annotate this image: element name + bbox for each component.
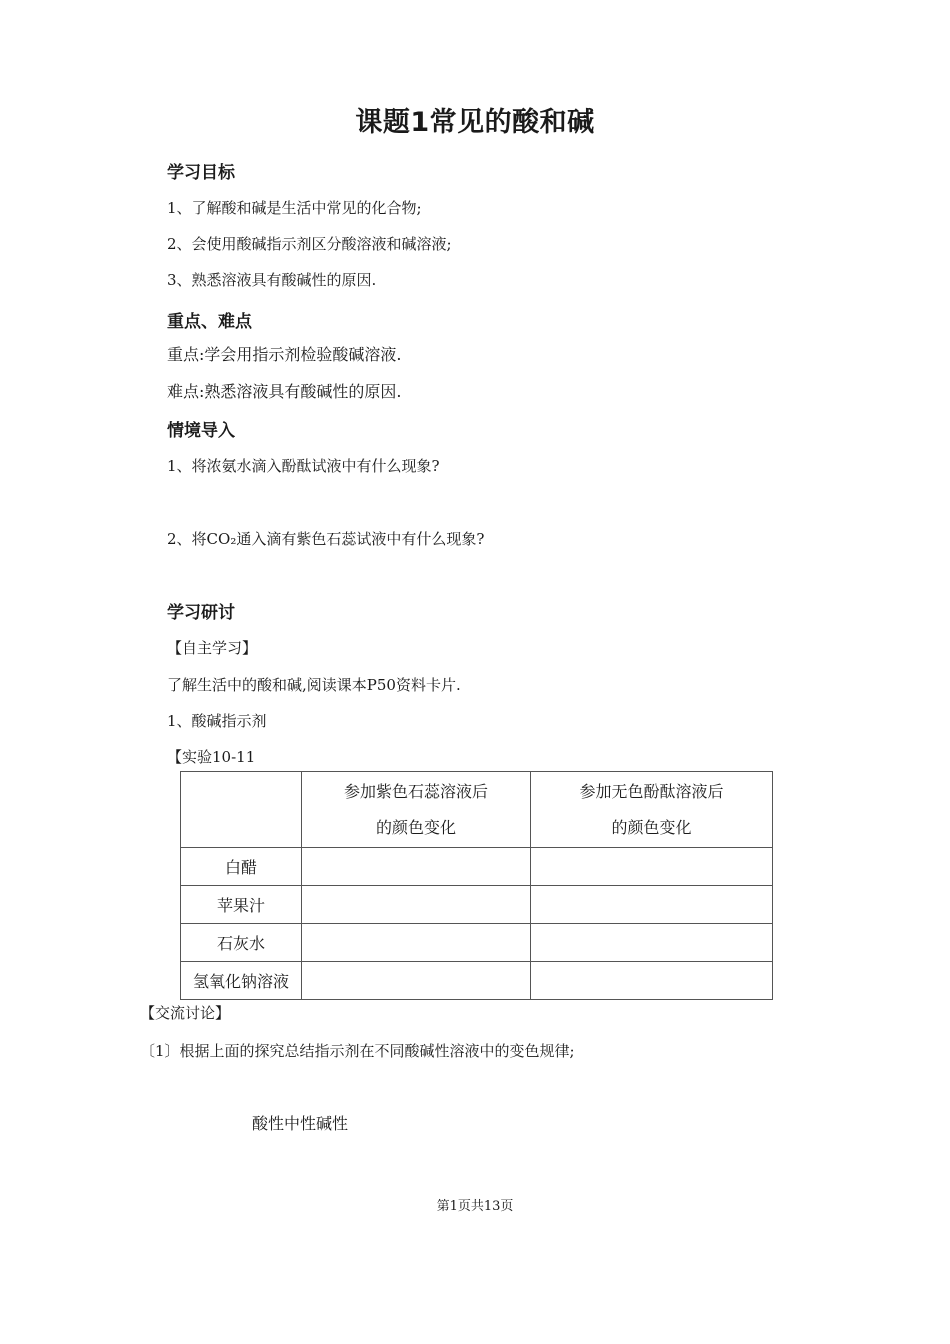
table-header-litmus: [302, 772, 531, 848]
experiment-table: [180, 771, 773, 1000]
keypoints-heading: 重点、难点: [167, 312, 252, 332]
table-cell: [302, 886, 531, 924]
table-row-label: 白醋: [181, 848, 302, 886]
experiment-label: 【实验10-11: [167, 748, 256, 766]
page-title: 课题1常见的酸和碱: [355, 107, 595, 138]
discussion-question-1: 〔1〕根据上面的探究总结指示剂在不同酸碱性溶液中的变色规律;: [140, 1042, 575, 1060]
intro-question-2: 2、将CO₂通入滴有紫色石蕊试液中有什么现象?: [167, 530, 485, 548]
intro-question-1: 1、将浓氨水滴入酚酞试液中有什么现象?: [167, 457, 440, 475]
table-header-phenolphthalein-line1: 参加无色酚酞溶液后: [579, 781, 724, 801]
table-header-row: [181, 772, 773, 848]
goal-item-2: 2、会使用酸碱指示剂区分酸溶液和碱溶液;: [167, 235, 452, 253]
indicator-subheading: 1、酸碱指示剂: [167, 712, 267, 730]
table-cell: [531, 848, 773, 886]
table-header-blank: [181, 772, 302, 848]
table-row: [181, 886, 773, 924]
table-cell: [531, 886, 773, 924]
table-header-litmus-line2: 的颜色变化: [375, 817, 456, 837]
self-study-label: 【自主学习】: [167, 639, 258, 657]
page-footer: 第1页共13页: [436, 1199, 514, 1214]
discussion-heading: 【交流讨论】: [140, 1004, 231, 1022]
table-row: [181, 924, 773, 962]
table-row: [181, 848, 773, 886]
table-row: [181, 962, 773, 1000]
table-cell: [302, 848, 531, 886]
goal-item-1: 1、了解酸和碱是生活中常见的化合物;: [167, 199, 422, 217]
key-point: 重点:学会用指示剂检验酸碱溶液.: [167, 345, 402, 364]
table-cell: [302, 924, 531, 962]
difficult-point: 难点:熟悉溶液具有酸碱性的原因.: [167, 382, 402, 401]
table-row-label: 苹果汁: [181, 886, 302, 924]
intro-heading: 情境导入: [167, 421, 235, 441]
table-header-litmus-line1: 参加紫色石蕊溶液后: [343, 781, 488, 801]
table-header-phenolphthalein-line2: 的颜色变化: [611, 817, 692, 837]
table-row-label: 石灰水: [181, 924, 302, 962]
table-cell: [531, 924, 773, 962]
table-header-phenolphthalein: [531, 772, 773, 848]
goals-heading: 学习目标: [167, 163, 235, 183]
table-cell: [531, 962, 773, 1000]
table-row-label: 氢氧化钠溶液: [181, 962, 302, 1000]
study-heading: 学习研讨: [167, 603, 235, 623]
read-instruction: 了解生活中的酸和碱,阅读课本P50资料卡片.: [167, 676, 461, 694]
ph-scale-labels: 酸性中性碱性: [252, 1114, 349, 1133]
goal-item-3: 3、熟悉溶液具有酸碱性的原因.: [167, 271, 377, 289]
table-cell: [302, 962, 531, 1000]
